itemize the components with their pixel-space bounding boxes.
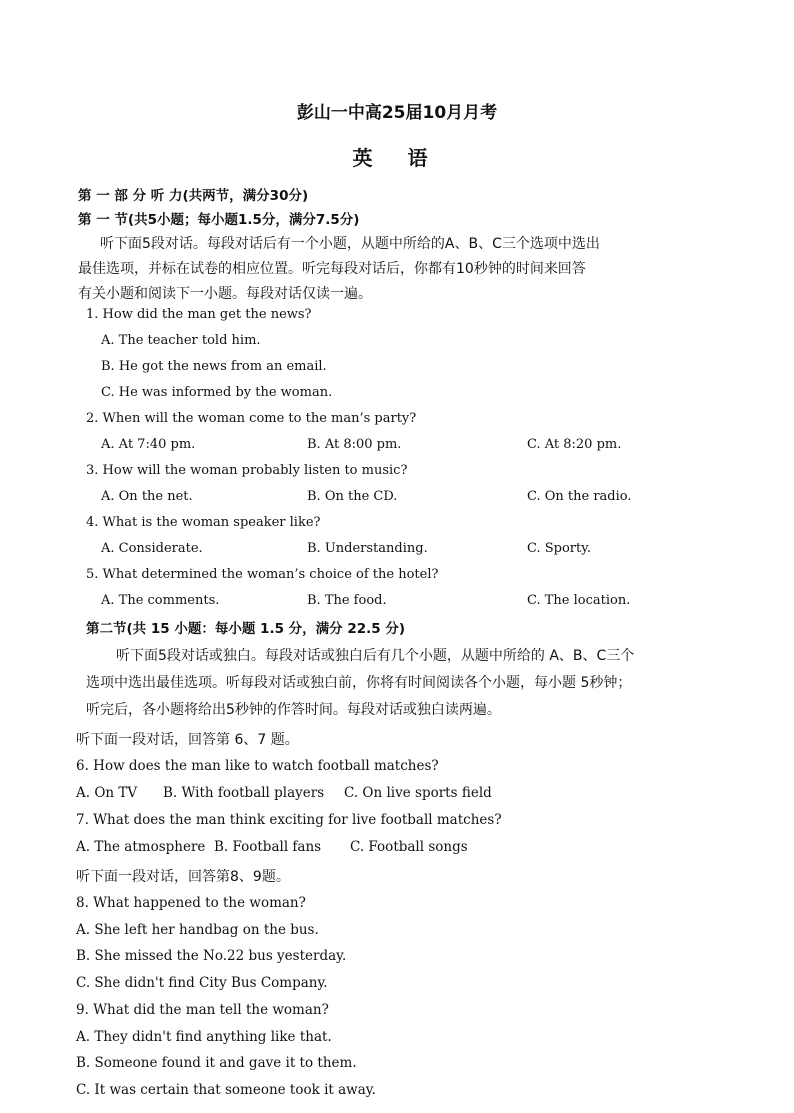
question-4-stem: 4. What is the woman speaker like? [86,515,321,530]
question-9-stem: 9. What did the man tell the woman? [76,1002,329,1018]
question-2-option-c: C. At 8:20 pm. [527,437,622,452]
question-7-option-b: B. Football fans [214,839,322,855]
question-9-option-a: A. They didn't find anything like that. [76,1029,332,1045]
question-9-option-b: B. Someone found it and gave it to them. [76,1055,357,1071]
question-4-option-b: B. Understanding. [307,541,428,556]
question-8-option-b: B. She missed the No.22 bus yesterday. [76,948,347,964]
question-2-option-b: B. At 8:00 pm. [307,437,402,452]
question-5-stem: 5. What determined the woman’s choice of the hotel? [86,567,439,582]
exam-title: 彭山一中高25届10月月考 [296,103,498,123]
section2-heading: 第二节(共 15 小题：每小题 1.5 分，满分 22.5 分) [86,621,406,637]
question-3-stem: 3. How will the woman probably listen to music? [86,463,408,478]
question-7-option-a: A. The atmosphere [76,839,206,855]
question-7-option-c: C. Football songs [350,839,468,855]
question-6-option-c: C. On live sports field [344,785,492,801]
part1-heading: 第 一 部 分 听 力(共两节，满分30分) [78,188,309,204]
section1-instructions-line2: 最佳选项，并标在试卷的相应位置。听完每段对话后，你都有10秒钟的时间来回答 [78,261,586,277]
section1-heading: 第 一 节(共5小题；每小题1.5分，满分7.5分) [78,212,360,228]
group1-label: 听下面一段对话，回答第 6、7 题。 [76,732,299,748]
question-9-option-c: C. It was certain that someone took it away. [76,1082,376,1098]
section1-instructions-line3: 有关小题和阅读下一小题。每段对话仅读一遍。 [78,286,372,302]
question-5-option-c: C. The location. [527,593,631,608]
question-8-stem: 8. What happened to the woman? [76,895,306,911]
question-4-option-c: C. Sporty. [527,541,591,556]
question-6-option-a: A. On TV [76,785,138,801]
question-6-option-b: B. With football players [163,785,325,801]
question-2-stem: 2. When will the woman come to the man’s party? [86,411,417,426]
section1-instructions-line1: 听下面5段对话。每段对话后有一个小题，从题中所给的A、B、C三个选项中选出 [100,236,600,252]
question-1-option-b: B. He got the news from an email. [101,359,327,374]
question-5-option-a: A. The comments. [101,593,220,608]
question-1-option-a: A. The teacher told him. [101,333,261,348]
question-2-option-a: A. At 7:40 pm. [101,437,196,452]
question-4-option-a: A. Considerate. [101,541,203,556]
group2-label: 听下面一段对话，回答第8、9题。 [76,869,290,885]
subject-title: 英 语 [352,146,442,170]
question-3-option-a: A. On the net. [101,489,193,504]
question-1-stem: 1. How did the man get the news? [86,307,312,322]
question-6-stem: 6. How does the man like to watch football matches? [76,758,439,774]
question-3-option-b: B. On the CD. [307,489,398,504]
section2-instructions-line1: 听下面5段对话或独白。每段对话或独白后有几个小题，从题中所给的 A、B、C三个 [116,648,635,664]
section2-instructions-line2: 选项中选出最佳选项。听每段对话或独白前，你将有时间阅读各个小题，每小题 5秒钟； [86,675,632,691]
section2-instructions-line3: 听完后，各小题将给出5秒钟的作答时间。每段对话或独白读两遍。 [86,702,501,718]
question-8-option-a: A. She left her handbag on the bus. [76,922,319,938]
question-3-option-c: C. On the radio. [527,489,632,504]
question-5-option-b: B. The food. [307,593,387,608]
question-1-option-c: C. He was informed by the woman. [101,385,333,400]
question-8-option-c: C. She didn't find City Bus Company. [76,975,328,991]
question-7-stem: 7. What does the man think exciting for live football matches? [76,812,502,828]
